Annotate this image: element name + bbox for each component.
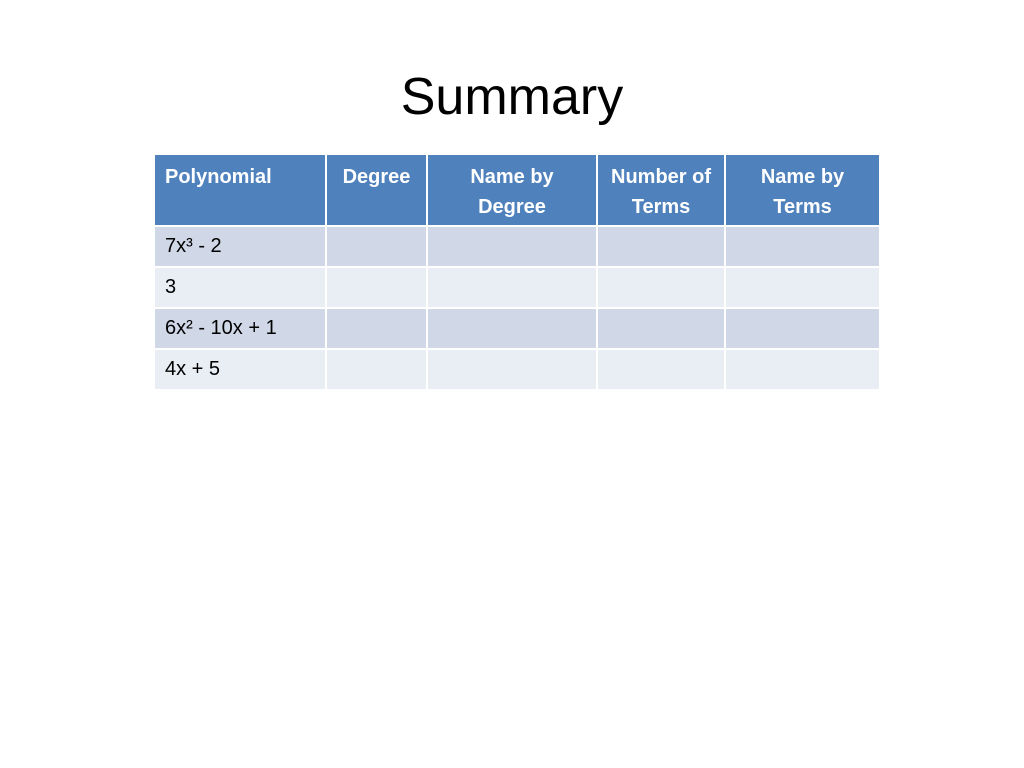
cell-polynomial: 3	[154, 267, 326, 308]
table-header-row	[154, 154, 880, 226]
cell-polynomial: 4x + 5	[154, 349, 326, 390]
summary-table	[153, 153, 881, 391]
table-row	[154, 349, 880, 390]
cell-name-by-terms	[725, 349, 880, 390]
header-degree: Degree	[326, 154, 427, 226]
slide-title: Summary	[400, 68, 624, 126]
cell-polynomial: 7x³ - 2	[154, 226, 326, 267]
cell-name-by-terms	[725, 226, 880, 267]
cell-name-by-degree	[427, 308, 597, 349]
cell-name-by-terms	[725, 308, 880, 349]
cell-number-of-terms	[597, 267, 725, 308]
header-name-by-terms: Name by Terms	[725, 154, 880, 226]
header-name-by-degree: Name by Degree	[427, 154, 597, 226]
cell-degree	[326, 226, 427, 267]
cell-name-by-degree	[427, 349, 597, 390]
cell-name-by-terms	[725, 267, 880, 308]
cell-degree	[326, 349, 427, 390]
header-number-of-terms: Number of Terms	[597, 154, 725, 226]
header-polynomial: Polynomial	[154, 154, 326, 226]
table-row	[154, 267, 880, 308]
table-row	[154, 308, 880, 349]
cell-degree	[326, 267, 427, 308]
cell-number-of-terms	[597, 349, 725, 390]
cell-name-by-degree	[427, 226, 597, 267]
cell-name-by-degree	[427, 267, 597, 308]
cell-degree	[326, 308, 427, 349]
cell-polynomial: 6x² - 10x + 1	[154, 308, 326, 349]
table-row	[154, 226, 880, 267]
cell-number-of-terms	[597, 308, 725, 349]
cell-number-of-terms	[597, 226, 725, 267]
